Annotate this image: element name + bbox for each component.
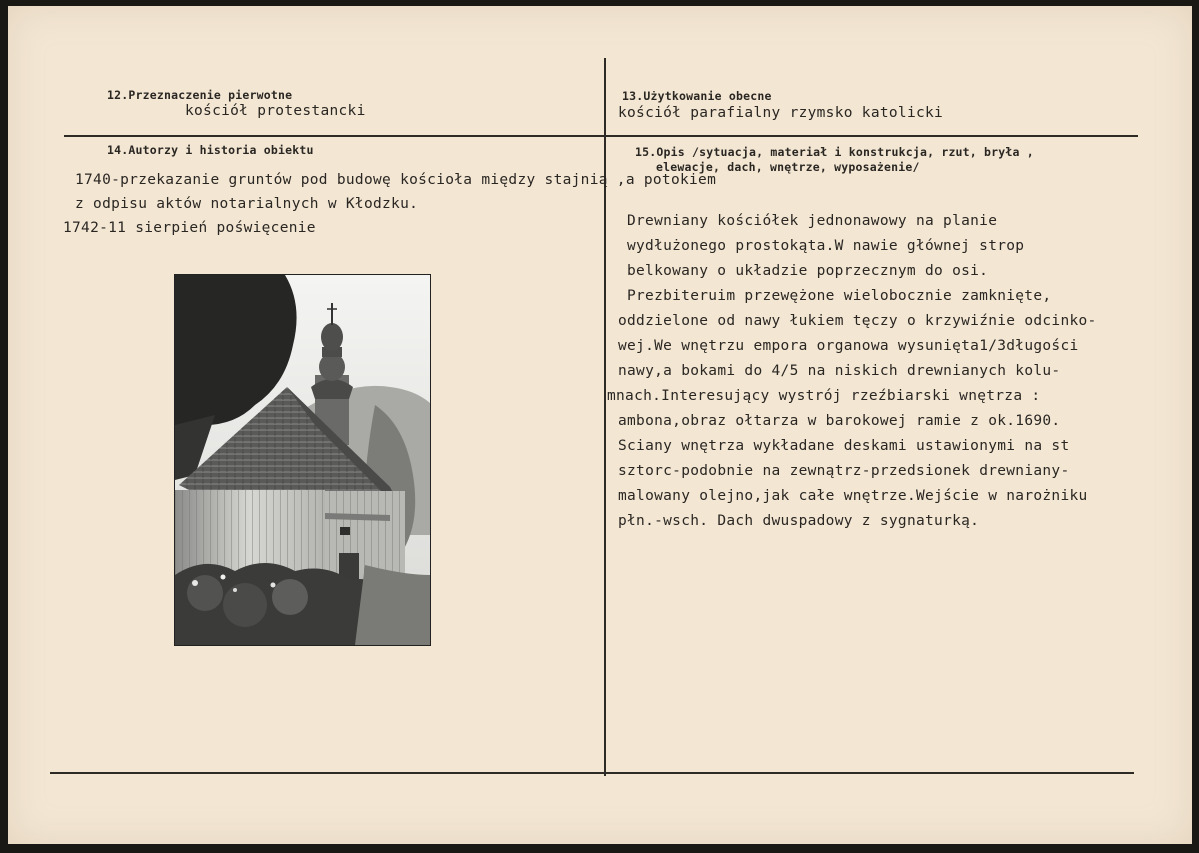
description-line: wej.We wnętrzu empora organowa wysunięta1/3długości — [618, 338, 1079, 354]
section-divider-bottom — [50, 772, 1134, 774]
center-divider — [604, 58, 606, 776]
description-line: płn.-wsch. Dach dwuspadowy z sygnaturką. — [618, 513, 980, 529]
description-line: malowany olejno,jak całe wnętrze.Wejście w narożniku — [618, 488, 1088, 504]
description-line: Prezbiteruim przewężone wielobocznie zamknięte, — [627, 288, 1052, 304]
field-12-value: kościół protestancki — [185, 103, 366, 119]
field-15-label-line2: elewacje, dach, wnętrze, wyposażenie/ — [656, 160, 920, 174]
history-line: 1742-11 sierpień poświęcenie — [63, 220, 316, 236]
field-13-value: kościół parafialny rzymsko katolicki — [618, 105, 944, 121]
description-line: ambona,obraz ołtarza w barokowej ramie z ok.1690. — [618, 413, 1061, 429]
history-line: z odpisu aktów notarialnych w Kłodzku. — [75, 196, 419, 212]
description-line: belkowany o układzie poprzecznym do osi. — [627, 263, 989, 279]
field-12-label: 12.Przeznaczenie pierwotne — [107, 88, 293, 102]
description-line: oddzielone od nawy łukiem tęczy o krzywiźnie odcinko- — [618, 313, 1097, 329]
description-line: wydłużonego prostokąta.W nawie głównej strop — [627, 238, 1025, 254]
description-line: mnach.Interesujący wystrój rzeźbiarski wnętrza : — [607, 388, 1041, 404]
field-14-label: 14.Autorzy i historia obiektu — [107, 143, 314, 157]
record-card — [8, 6, 1192, 844]
description-line: Drewniany kościółek jednonawowy na planie — [627, 213, 998, 229]
description-line: nawy,a bokami do 4/5 na niskich drewnianych kolu- — [618, 363, 1061, 379]
field-15-label-line1: 15.Opis /sytuacja, materiał i konstrukcja, rzut, bryła , — [635, 145, 1034, 159]
section-divider-top — [64, 135, 1138, 137]
history-line: 1740-przekazanie gruntów pod budowę kościoła między stajnią ,a potokiem — [75, 172, 717, 188]
field-13-label: 13.Użytkowanie obecne — [622, 89, 772, 103]
church-photo — [174, 274, 431, 646]
description-line: sztorc-podobnie na zewnątrz-przedsionek drewniany- — [618, 463, 1070, 479]
description-line: Sciany wnętrza wykładane deskami ustawionymi na st — [618, 438, 1070, 454]
